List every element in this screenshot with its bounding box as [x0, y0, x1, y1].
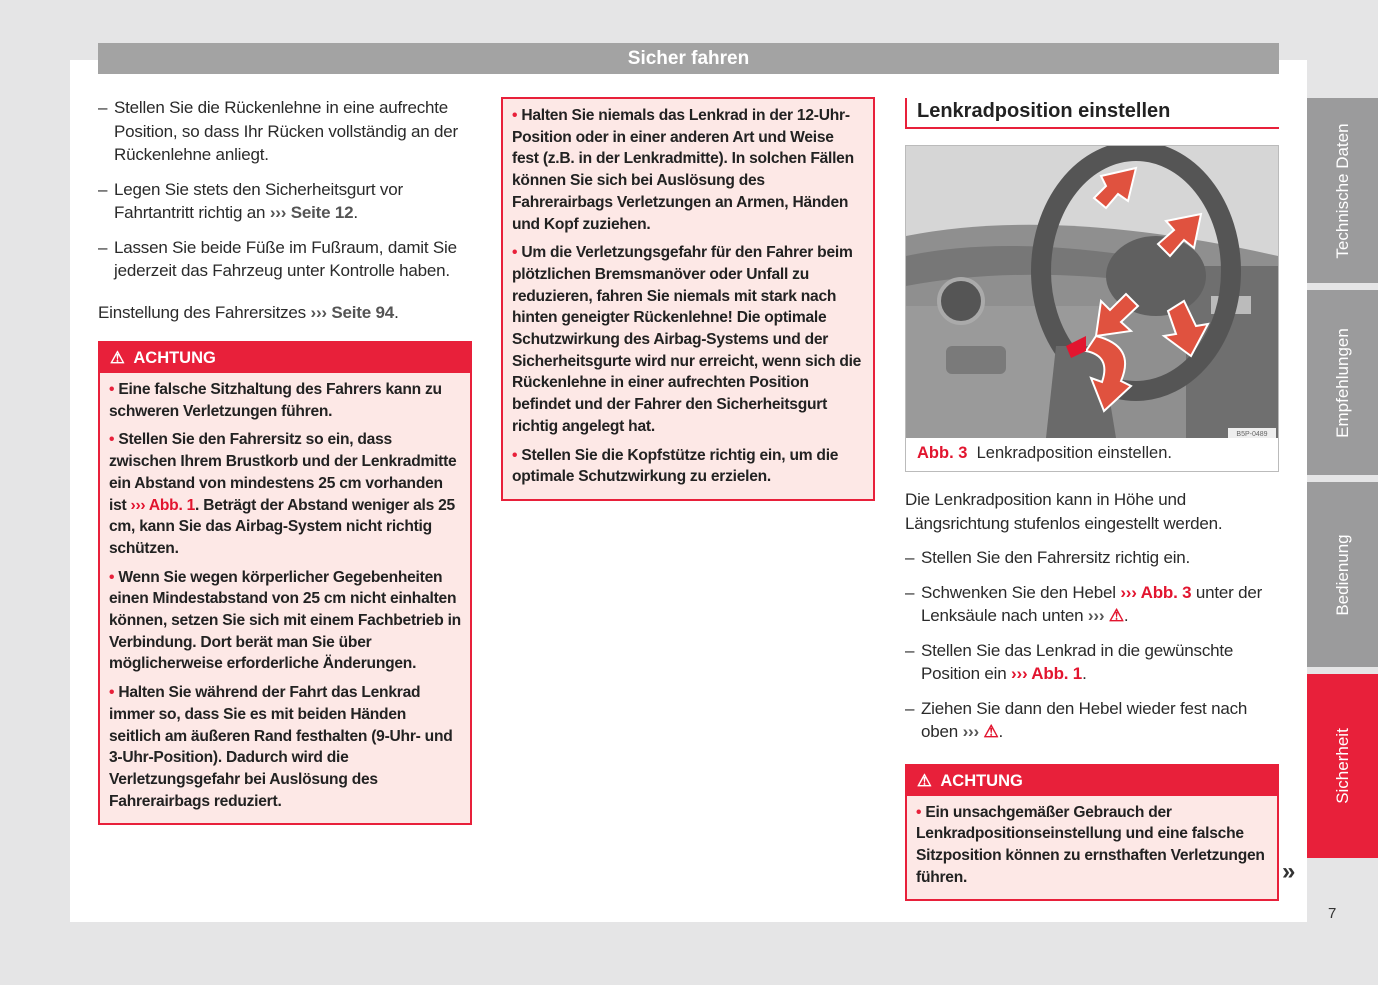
column-3	[905, 98, 1279, 901]
warning-item: • Eine falsche Sitzhaltung des Fahrers kann zu schweren Verletzungen führen.	[109, 381, 442, 420]
warning-box	[905, 764, 1279, 902]
continue-icon: »	[1282, 858, 1296, 885]
tab-empfehlungen[interactable]: Empfehlungen	[1307, 290, 1378, 475]
intro: Die Lenkradposition kann in Höhe und Längsrichtung stufenlos eingestellt werden.	[905, 490, 1223, 533]
warning-item: • Stellen Sie den Fahrersitz so ein, dass zwischen Ihrem Brustkorb und der Lenkradmitte ein Abstand von mindestens 25 cm vorhanden ist ››› Abb. 1. Beträgt der Abstand weniger als 25 cm, kann Sie das Airbag-System nicht richtig schützen.	[109, 431, 457, 557]
warning-item: • Ein unsachgemäßer Gebrauch der Lenkradpositionseinstellung und eine falsche Sitzposition können zu ernsthaften Verletzungen führen.	[916, 803, 1265, 886]
note: Einstellung des Fahrersitzes ››› Seite 94.	[98, 302, 399, 322]
warning-header: ⚠ ACHTUNG	[100, 343, 470, 373]
step: – Lassen Sie beide Füße im Fußraum, damit Sie jederzeit das Fahrzeug unter Kontrolle haben.	[98, 236, 472, 283]
steering-wheel-illustration	[906, 146, 1278, 438]
warning-triangle-icon[interactable]: ⚠	[983, 722, 999, 741]
step: – Stellen Sie den Fahrersitz richtig ein.	[905, 546, 1279, 570]
section-title: Lenkradposition einstellen	[905, 98, 1279, 129]
figure-code: B5P-0489	[1236, 431, 1268, 438]
figure-link[interactable]: ››› Abb. 1	[1011, 664, 1083, 683]
warning-triangle-icon: ⚠	[917, 771, 932, 790]
warning-header: ⚠ ACHTUNG	[907, 766, 1277, 796]
section-header: Sicher fahren	[98, 43, 1279, 74]
figure-caption: Abb. 3 Lenkradposition einstellen.	[917, 444, 1172, 462]
tab-technische-daten[interactable]: Technische Daten	[1307, 98, 1378, 283]
page-link[interactable]: ››› Seite 12	[269, 203, 354, 222]
figure-link[interactable]: ››› Abb. 3	[1120, 582, 1192, 602]
tab-sicherheit[interactable]: Sicherheit	[1307, 674, 1378, 858]
page-link[interactable]: ››› Seite 94	[310, 302, 395, 322]
warning-box	[98, 341, 472, 825]
step: – Schwenken Sie den Hebel ››› Abb. 3 unter der Lenksäule nach unten ››› ⚠.	[905, 581, 1279, 628]
column-1	[98, 96, 472, 825]
step: – Ziehen Sie dann den Hebel wieder fest nach oben ››› ⚠.	[905, 697, 1279, 744]
column-2	[501, 97, 875, 501]
warning-item: • Halten Sie niemals das Lenkrad in der 12-Uhr-Position oder in einer anderen Art und Weise fest (z.B. in der Lenkradmitte). In solchen Fällen können Sie sich bei Auslösung des Fahrerairbags Verletzungen an Armen, Händen und Kopf zuziehen.	[512, 107, 854, 233]
tab-bedienung[interactable]: Bedienung	[1307, 482, 1378, 667]
warning-triangle-icon[interactable]: ⚠	[1108, 606, 1124, 625]
step: – Legen Sie stets den Sicherheitsgurt vor Fahrtantritt richtig an ››› Seite 12.	[98, 178, 472, 225]
page-number: 7	[1328, 905, 1337, 922]
figure-link[interactable]: ››› Abb. 1	[130, 496, 196, 514]
figure	[905, 145, 1279, 472]
warning-box-continued	[501, 97, 875, 501]
step: – Stellen Sie die Rückenlehne in eine aufrechte Position, so dass Ihr Rücken vollständig an der Rückenlehne anliegt.	[98, 96, 472, 167]
warning-triangle-icon: ⚠	[110, 349, 125, 367]
warning-item: • Um die Verletzungsgefahr für den Fahrer beim plötzlichen Bremsmanöver oder Unfall zu reduzieren, fahren Sie niemals mit stark nach hinten geneigter Rückenlehne! Die optimale Schutzwirkung des Airbag-Systems und der Sicherheitsgurte wird nur erreicht, wenn sich die Rückenlehne in einer aufrechten Position befindet und der Fahrer den Sicherheitsgurt richtig angelegt hat.	[512, 244, 862, 435]
step: – Stellen Sie das Lenkrad in die gewünschte Position ein ››› Abb. 1.	[905, 639, 1279, 686]
warning-item: • Wenn Sie wegen körperlicher Gegebenheiten einen Mindestabstand von 25 cm nicht einhalten können, setzen Sie sich mit einem Fachbetrieb in Verbindung. Dort berät man Sie über möglicherweise erforderliche Änderungen.	[109, 568, 461, 673]
warning-item: • Halten Sie während der Fahrt das Lenkrad immer so, dass Sie es mit beiden Händen seitlich am äußeren Rand festhalten (9-Uhr- und 3-Uhr-Position). Dadurch wird die Verletzungsgefahr bei Auslösung des Fahrerairbags reduziert.	[109, 684, 453, 810]
warning-item: • Stellen Sie die Kopfstütze richtig ein, um die optimale Schutzwirkung zu erzielen.	[512, 446, 839, 486]
